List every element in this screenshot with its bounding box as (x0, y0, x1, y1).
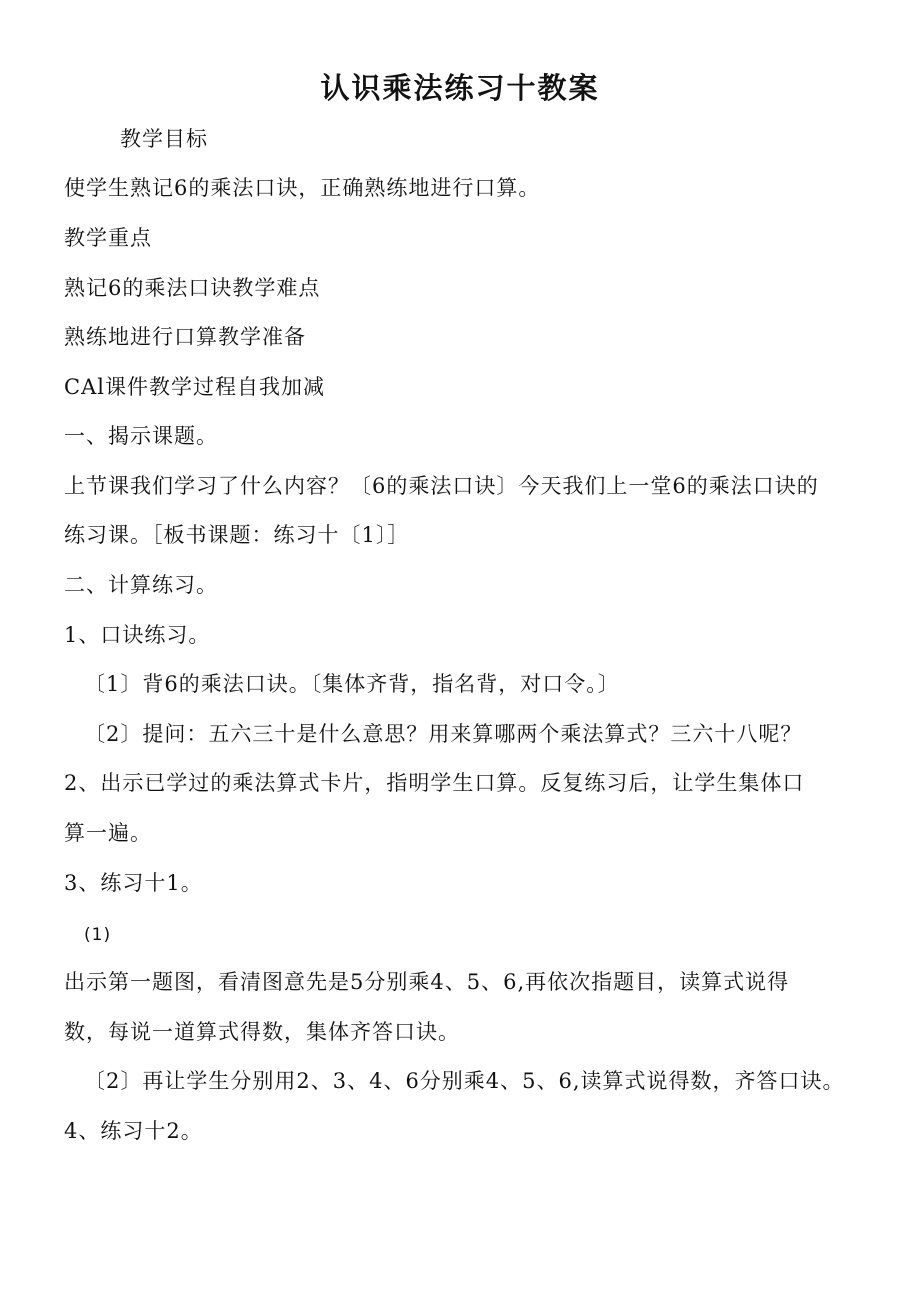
paragraph-line: 数，每说一道算式得数，集体齐答口诀。 (64, 1020, 460, 1044)
list-item: 〔2〕再让学生分别用2、3、4、6分别乘4、5、6,读算式说得数，齐答口诀。 (84, 1069, 845, 1093)
section-heading-two: 二、计算练习。 (64, 573, 218, 597)
section-heading-key-points: 教学重点 (64, 226, 152, 250)
paragraph-line: 上节课我们学习了什么内容？〔6的乘法口诀〕今天我们上一堂6的乘法口诀的 (64, 474, 819, 498)
paragraph-line: 练习课。［板书课题：练习十〔1〕］ (64, 523, 410, 547)
paragraph-line: 出示第一题图，看清图意先是5分别乘4、5、6,再依次指题目，读算式说得 (64, 970, 790, 994)
paragraph-line: 熟记6的乘法口诀教学难点 (64, 276, 321, 300)
sub-item-marker: (1) (84, 925, 112, 945)
paragraph-line: 熟练地进行口算教学准备 (64, 325, 306, 349)
document-title: 认识乘法练习十教案 (320, 71, 600, 105)
list-item: 〔1〕背6的乘法口诀。〔集体齐背，指名背，对口令。〕 (84, 672, 620, 696)
section-heading-one: 一、揭示课题。 (64, 424, 218, 448)
paragraph-line: CAl课件教学过程自我加减 (64, 375, 325, 399)
list-item: 4、练习十2。 (64, 1119, 203, 1143)
list-item: 1、口诀练习。 (64, 623, 211, 647)
paragraph-line: 使学生熟记6的乘法口诀，正确熟练地进行口算。 (64, 176, 541, 200)
paragraph-line: 算一遍。 (64, 821, 152, 845)
list-item: 2、出示已学过的乘法算式卡片，指明学生口算。反复练习后，让学生集体口 (64, 771, 805, 795)
list-item: 3、练习十1。 (64, 871, 203, 895)
section-heading-objectives: 教学目标 (120, 127, 208, 151)
list-item: 〔2〕提问：五六三十是什么意思？用来算哪两个乘法算式？三六十八呢？ (84, 722, 803, 746)
